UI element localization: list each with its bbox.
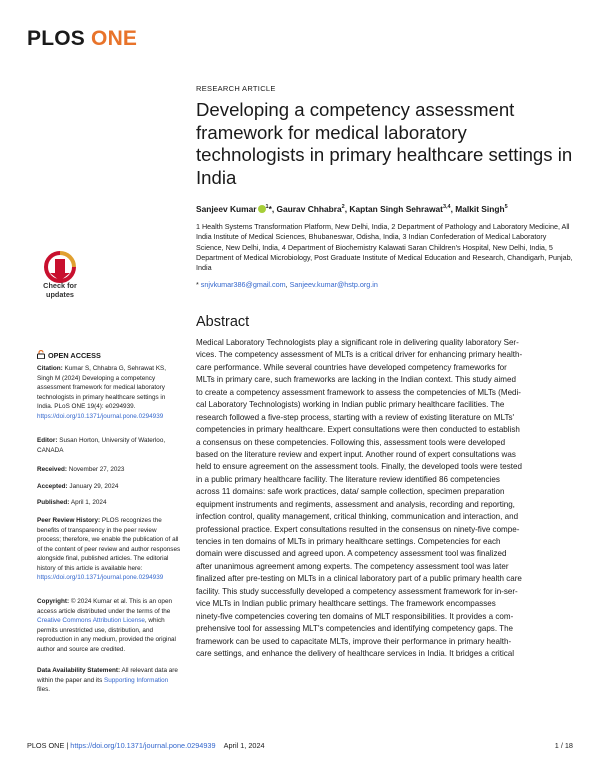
journal-logo	[27, 27, 137, 51]
author-affil-sup: 1	[265, 204, 269, 211]
author-affil-sup: 3,4	[442, 204, 451, 211]
check-for-updates-label[interactable]	[33, 282, 87, 299]
received-label: Received:	[37, 466, 67, 473]
affiliations: 1 Health Systems Transformation Platform, New Delhi, India, 2 Department of Pathology and Laboratory Medicine, All India Institute of Medical Sciences, Bhubaneswar, Odisha, India, 3 Indian Confederation of Medical Laboratory Science, New Delhi, India, 4 Department of Biochemistry Kalawati Saran Children's Hospital, New Delhi, India, 5 Department of Medical Microbiology, Post Graduate Institute of Medical Education and Research, Chandigarh, Punjab, India	[196, 222, 573, 273]
abstract-line: cal Laboratory Technologists) working in Indian public primary healthcare facilities. The	[196, 400, 505, 410]
page-footer	[27, 741, 573, 750]
abstract-line: in a public primary healthcare facility. The literature review identified 86 competencies	[196, 474, 500, 484]
open-lock-icon	[37, 350, 45, 359]
abstract-text	[196, 337, 574, 660]
editor-block	[37, 436, 182, 455]
copyright-text: , which permits unrestricted use, distribution, and reproduction in any medium, provided the original author and source are credited.	[37, 617, 176, 653]
abstract-line: infection control, quality management, critical thinking, communication and interaction, and	[196, 512, 519, 522]
license-link[interactable]: Creative Commons Attribution License	[37, 617, 145, 625]
copyright-text: © 2024 Kumar et al. This is an open access article distributed under the terms of the	[37, 598, 173, 615]
author-list	[196, 204, 576, 214]
page-number: 1 / 18	[554, 741, 573, 750]
abstract-line: vices. The competency assessment of MLTs is a critical driver for enhancing primary health-	[196, 350, 523, 360]
data-availability-label: Data Availability Statement:	[37, 667, 121, 674]
logo-plos: PLOS	[27, 27, 85, 50]
abstract-line: to create a competency assessment framework to assess the competencies of MLTs (Medi-	[196, 387, 521, 397]
check-label-line: Check for	[43, 281, 77, 290]
copyright-block	[37, 597, 182, 654]
abstract-line: professional practice. Expert consultations resulted in the consensus on ninety-five compe-	[196, 524, 520, 534]
email-sep: ,	[285, 280, 290, 289]
logo-one: ONE	[91, 27, 138, 50]
footer-date: April 1, 2024	[223, 741, 265, 750]
abstract-line: held to ensure agreement on the assessment tools. Finally, the developed tools were tested	[196, 462, 522, 472]
author-sep: ,	[344, 204, 350, 214]
abstract-line: vice MLTs in Indian public primary healthcare settings. The framework encompasses	[196, 599, 496, 609]
abstract-line: across 11 domains: safe work practices, data/ sample collection, specimen preparation	[196, 487, 505, 497]
abstract-line: ninety-five competencies covering ten domains of MLT responsibilities. It provides a com-	[196, 611, 514, 621]
peer-review-label: Peer Review History:	[37, 517, 101, 524]
author-sep: ,	[450, 204, 456, 214]
abstract-line: facility. This study successfully developed a competency assessment framework for in-ser-	[196, 586, 518, 596]
accepted-block	[37, 482, 182, 492]
author-affil-sup: 5	[504, 204, 508, 211]
abstract-line: tencies in ten domains of MLTs in primary healthcare settings. Competencies for each	[196, 537, 501, 546]
abstract-line: based on the literature review and expert input. Another round of expert consultations was	[196, 449, 516, 459]
footer-journal: PLOS ONE	[27, 741, 65, 750]
article-title: Developing a competency assessment framework for medical laboratory technologists in primary healthcare settings in India	[196, 99, 573, 188]
abstract-line: research followed a five-step process, starting with a review of existing literature on MLTs'	[196, 412, 515, 422]
abstract-line: MLTs in primary care, such frameworks are lacking in the Indian context. This study aimed	[196, 375, 516, 385]
accepted-date: January 29, 2024	[67, 483, 119, 490]
abstract-line: prehensive tool for assessing MLT's competencies and identifying competency gaps. The	[196, 624, 514, 634]
author-affil-sup: 2	[341, 204, 345, 211]
abstract-line: a consensus on these competencies. Following this, assessment tools were developed	[196, 437, 506, 447]
author-name[interactable]: Gaurav Chhabra	[276, 204, 342, 214]
footer-sep: |	[64, 741, 71, 750]
citation-block	[37, 364, 182, 421]
published-date: April 1, 2024	[69, 499, 107, 506]
citation-doi-link[interactable]: https://doi.org/10.1371/journal.pone.0294939	[37, 412, 164, 420]
corresponding-mark: *,	[268, 204, 277, 214]
email-link[interactable]: snjvkumar386@gmail.com	[200, 280, 286, 289]
abstract-line: competencies in primary healthcare. Expert consultations were then conducted to establish	[196, 425, 520, 435]
data-availability-block	[37, 666, 182, 695]
author-name[interactable]: Sanjeev Kumar	[196, 204, 257, 214]
orcid-icon[interactable]	[258, 205, 266, 213]
footer-doi-link[interactable]: https://doi.org/10.1371/journal.pone.0294939	[70, 741, 216, 750]
abstract-line: care performance. While several countries have developed competency frameworks for	[196, 362, 507, 372]
check-label-line: updates	[46, 289, 74, 299]
article-type: RESEARCH ARTICLE	[196, 84, 276, 93]
supporting-info-link[interactable]: Supporting Information	[104, 676, 169, 684]
abstract-line: framework can be used to capacitate MLTs, improve their performance in primary health-	[196, 636, 512, 646]
abstract-line: care settings, and enhance the delivery of healthcare services in India. It bridges a critical	[196, 648, 515, 658]
published-label: Published:	[37, 499, 70, 506]
accepted-label: Accepted:	[37, 483, 68, 490]
abstract-line: after unanimous agreement among experts. The competency assessment tool was later	[196, 561, 509, 571]
data-availability-text: files.	[37, 686, 51, 694]
abstract-line: Medical Laboratory Technologists play a significant role in delivering quality laboratory Ser-	[196, 338, 519, 347]
abstract-line: equipment instruments and regiments, assessment and analysis, recording and reporting,	[196, 499, 515, 509]
abstract-heading: Abstract	[196, 314, 250, 330]
editor-text: Susan Horton, University of Waterloo, CANADA	[37, 437, 166, 454]
author-name[interactable]: Kaptan Singh Sehrawat	[349, 204, 443, 214]
received-block	[37, 465, 182, 475]
abstract-line: finalized after pre-testing on MLTs in a clinical laboratory part of a public primary health care	[196, 574, 522, 584]
citation-text: Kumar S, Chhabra G, Sehrawat KS, Singh M (2024) Developing a competency assessment framework for medical laboratory technologists in primary healthcare settings in India. PLoS ONE 19(4): e0294939.	[37, 365, 167, 411]
peer-review-block	[37, 516, 182, 583]
open-access-badge	[37, 350, 101, 360]
editor-label: Editor:	[37, 437, 58, 444]
corresponding-email	[196, 280, 574, 289]
citation-label: Citation:	[37, 365, 63, 372]
author-name[interactable]: Malkit Singh	[455, 204, 505, 214]
data-availability-text: All relevant data are within the paper and its	[37, 667, 178, 684]
email-link[interactable]: Sanjeev.kumar@hstp.org.in	[289, 280, 378, 289]
peer-review-link[interactable]: https://doi.org/10.1371/journal.pone.0294939	[37, 574, 164, 582]
open-access-label: OPEN ACCESS	[48, 351, 101, 360]
abstract-line: domain were discussed and agreed upon. A competency assessment tool was finalized	[196, 549, 507, 559]
published-block	[37, 498, 182, 508]
received-date: November 27, 2023	[66, 466, 125, 473]
peer-review-text: PLOS recognizes the benefits of transparency in the peer review process; therefore, we enable the publication of all of the content of peer review and author responses alongside final, published articles. The editorial history of this article is available here:	[37, 517, 181, 572]
email-marker: *	[196, 280, 201, 289]
copyright-label: Copyright:	[37, 598, 70, 605]
